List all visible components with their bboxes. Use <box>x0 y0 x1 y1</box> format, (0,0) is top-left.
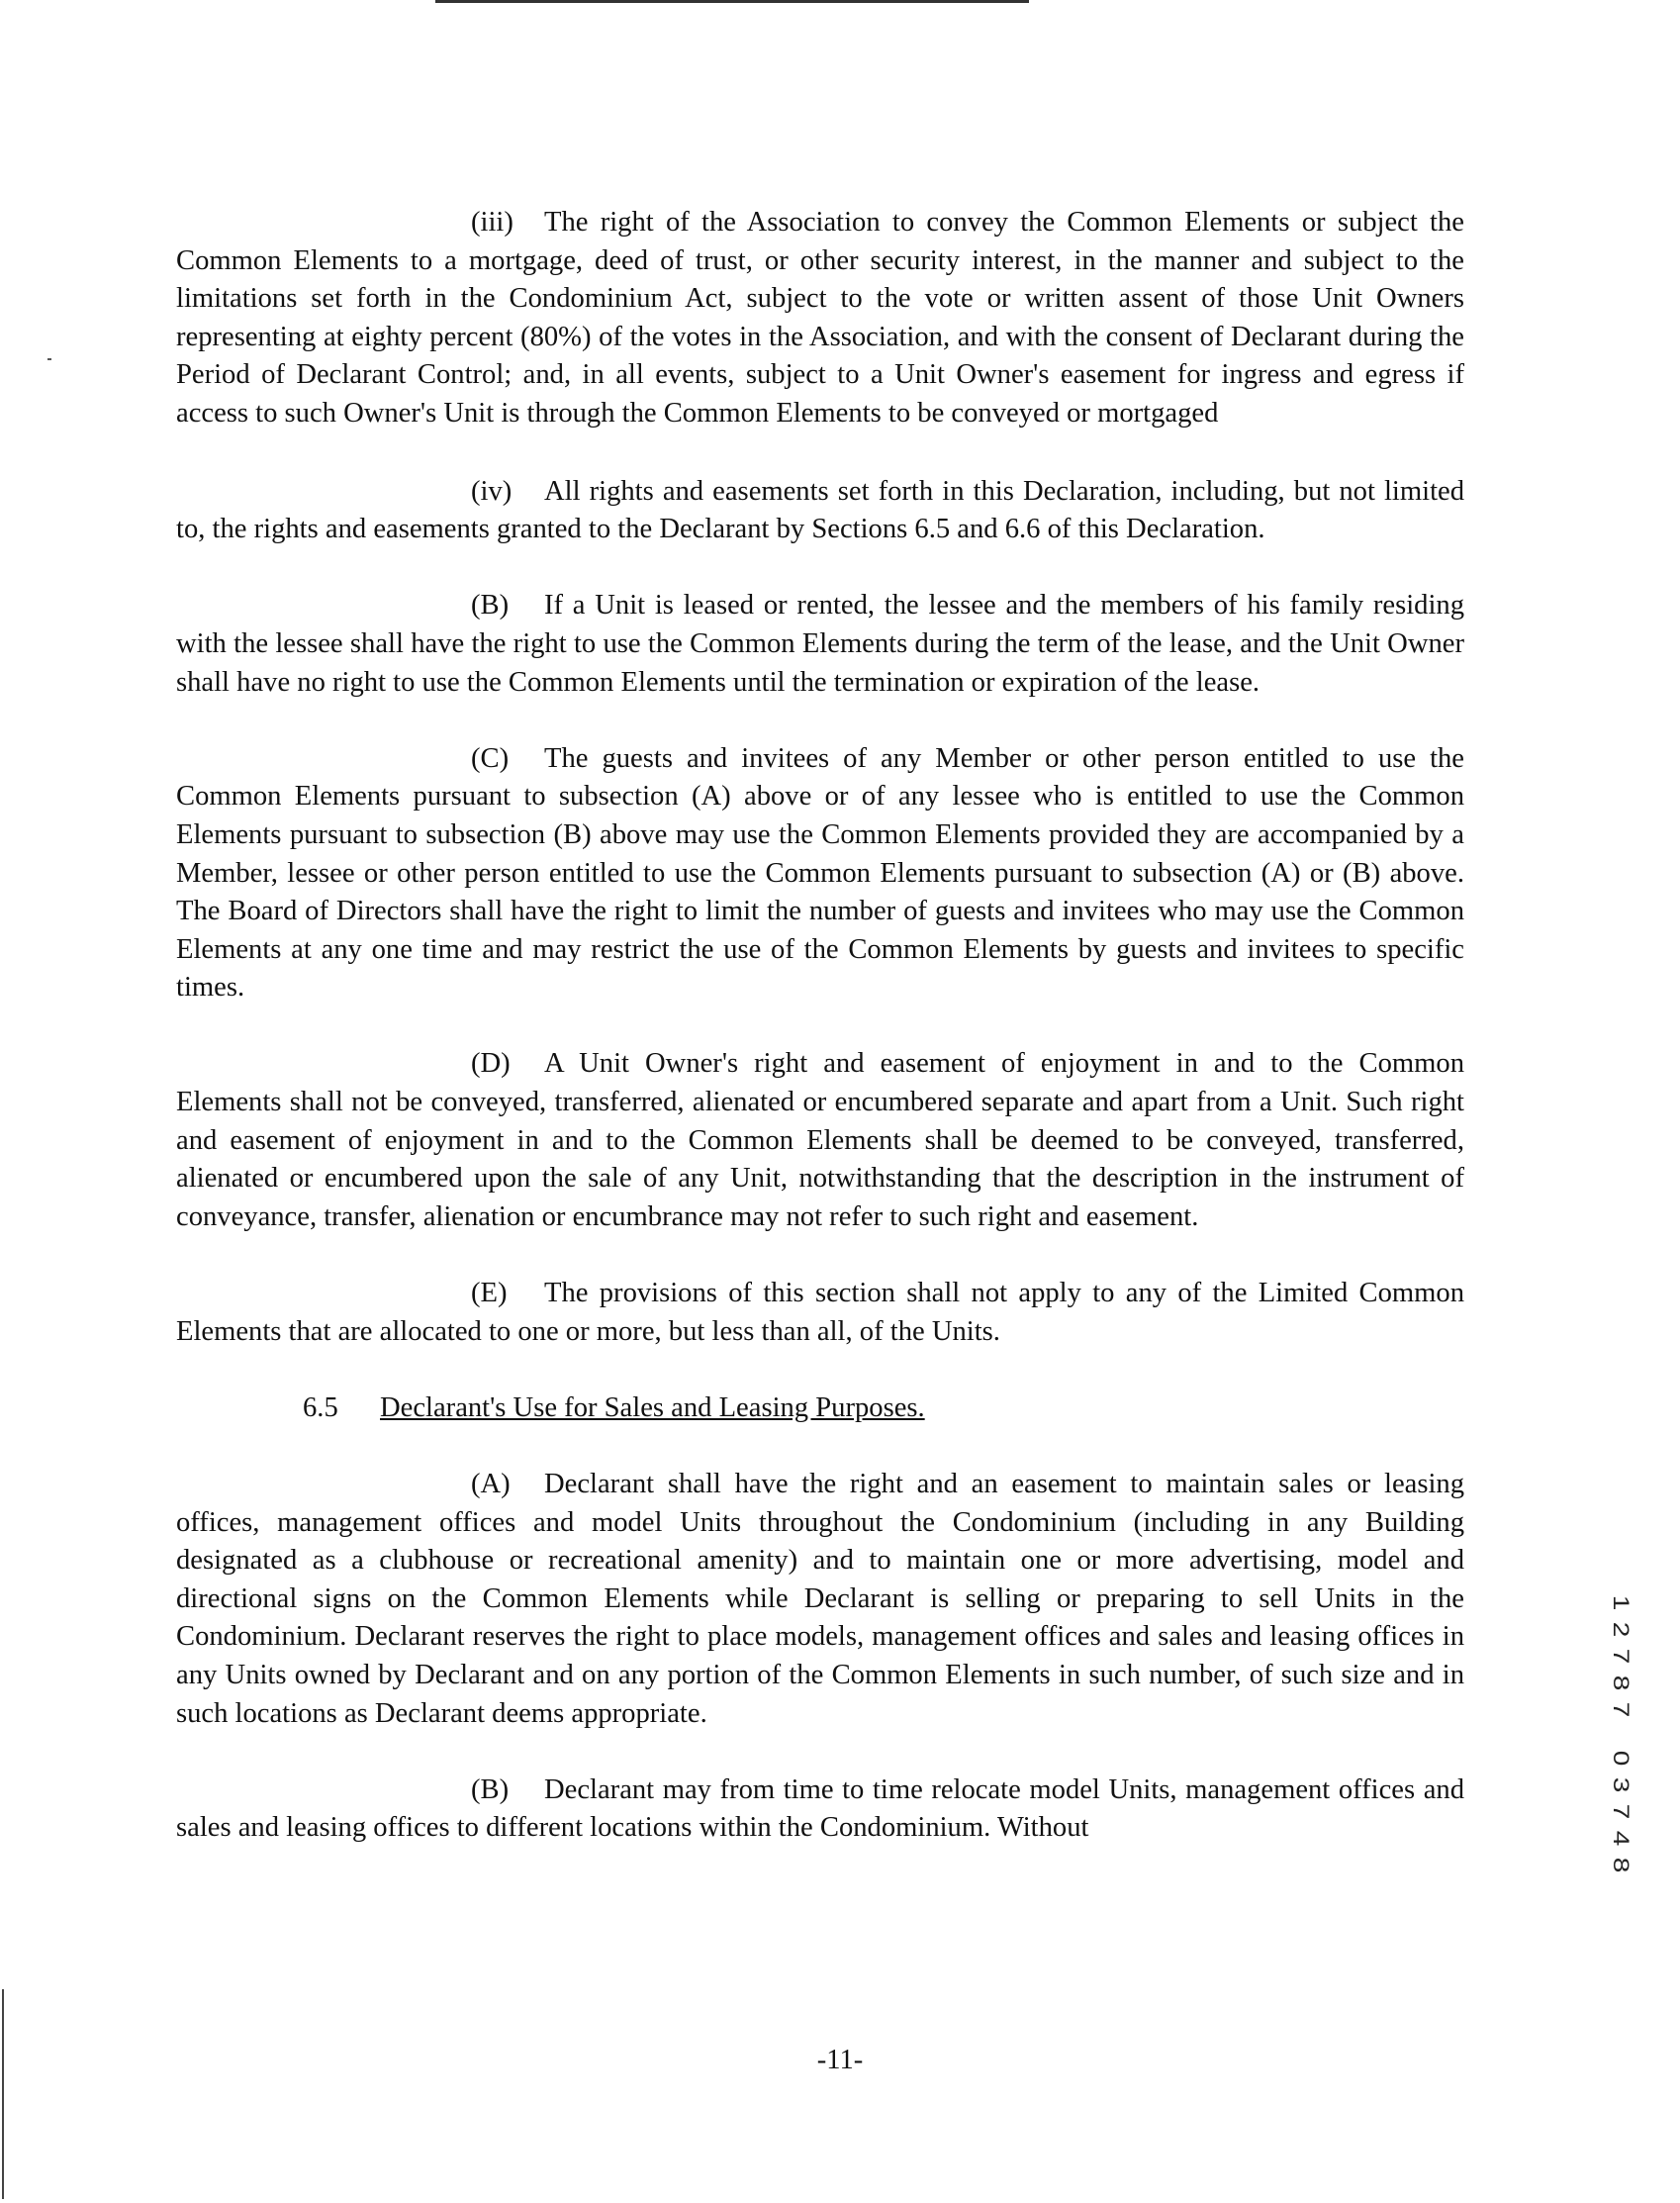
paragraph-marker: (E) <box>471 1278 508 1309</box>
left-edge-scan-line <box>2 1989 4 2199</box>
paragraph-text: All rights and easements set forth in this Declaration, including, but not limited to, the rights and easements granted to the Declarant by Sections 6.5 and 6.6 of this Declaration. <box>176 475 1464 545</box>
paragraph-iii <box>176 204 1464 433</box>
paragraph-marker: (iv) <box>471 475 513 507</box>
scan-speck <box>47 358 51 360</box>
stamp-digit: 7 <box>1609 1701 1634 1718</box>
paragraph-c <box>176 740 1464 1007</box>
paragraph-marker: (A) <box>471 1469 511 1499</box>
paragraph-text: The provisions of this section shall not apply to any of the Limited Common Elements that are allocated to one or more, but less than all, of the Units. <box>176 1278 1464 1347</box>
stamp-digit: 3 <box>1609 1776 1634 1793</box>
paragraph-marker: (B) <box>471 1773 510 1805</box>
section-number: 6.5 <box>303 1391 338 1423</box>
paragraph-text: Declarant shall have the right and an easement to maintain sales or leasing offices, management offices and model Units throughout the Condominium (including in any Building designated as a clubhouse or recreational amenity) and to maintain one or more advertising, model and directional signs on the Common Elements while Declarant is selling or preparing to sell Units in the Condominium. Declarant reserves the right to place models, management offices and sales and leasing offices in any Units owned by Declarant and on any portion of the Common Elements in such number, of such size and in such locations as Declarant deems appropriate. <box>176 1469 1464 1729</box>
stamp-digit: 0 <box>1609 1750 1634 1767</box>
section-paragraph-a <box>176 1466 1464 1733</box>
paragraph-d <box>176 1045 1464 1236</box>
side-recording-stamp <box>1605 1589 1638 1878</box>
paragraph-text: If a Unit is leased or rented, the lessee and the members of his family residing with the lessee shall have the right to use the Common Elements during the term of the lease, and the Unit Owner shall have no right to use the Common Elements until the termination or expiration of the lease. <box>176 590 1464 698</box>
paragraph-text: A Unit Owner's right and easement of enjoyment in and to the Common Elements shall not be conveyed, transferred, alienated or encumbered separate and apart from a Unit. Such right and easement of enjoyment in and to the Common Elements shall be deemed to be conveyed, transferred, alienated or encumbered upon the sale of any Unit, notwithstanding that the description in the instrument of conveyance, transfer, alienation or encumbrance may not refer to such right and easement. <box>176 1048 1464 1232</box>
paragraph-marker: (D) <box>471 1048 511 1080</box>
paragraph-b <box>176 587 1464 702</box>
paragraph-marker: (iii) <box>471 207 513 238</box>
stamp-digit: 8 <box>1609 1857 1634 1873</box>
paragraph-iv <box>176 473 1464 549</box>
stamp-digit: 7 <box>1609 1803 1634 1820</box>
document-body <box>176 204 1464 1848</box>
paragraph-marker: (C) <box>471 742 510 774</box>
stamp-digit: 1 <box>1609 1594 1634 1611</box>
paragraph-text: Declarant may from time to time relocate model Units, management offices and sales and leasing offices to different locations within the Condominium. Without <box>176 1773 1464 1844</box>
paragraph-text: The right of the Association to convey the Common Elements or subject the Common Elements to a mortgage, deed of trust, or other security interest, in the manner and subject to the limitations set forth in the Condominium Act, subject to the vote or written assent of those Unit Owners representing at eighty percent (80%) of the votes in the Association, and with the consent of Declarant during the Period of Declarant Control; and, in all events, subject to a Unit Owner's easement for ingress and egress if access to such Owner's Unit is through the Common Elements to be conveyed or mortgaged <box>176 207 1464 429</box>
top-scan-rule <box>435 0 1029 3</box>
stamp-digit: 2 <box>1609 1621 1634 1638</box>
section-title: Declarant's Use for Sales and Leasing Purposes. <box>380 1391 925 1423</box>
stamp-digit: 8 <box>1609 1675 1634 1691</box>
stamp-digit: 7 <box>1609 1648 1634 1665</box>
paragraph-text: The guests and invitees of any Member or other person entitled to use the Common Elements pursuant to subsection (A) above or of any lessee who is entitled to use the Common Elements pursuant to subsection (B) above may use the Common Elements provided they are accompanied by a Member, lessee or other person entitled to use the Common Elements pursuant to subsection (A) or (B) above. The Board of Directors shall have the right to limit the number of guests and invitees who may use the Common Elements at any one time and may restrict the use of the Common Elements by guests and invitees to specific times. <box>176 742 1464 1004</box>
section-paragraph-b <box>176 1772 1464 1848</box>
stamp-digit: 4 <box>1609 1830 1634 1847</box>
page-number: -11- <box>816 2045 864 2075</box>
paragraph-marker: (B) <box>471 590 510 622</box>
section-heading <box>176 1389 1464 1428</box>
paragraph-e <box>176 1275 1464 1351</box>
